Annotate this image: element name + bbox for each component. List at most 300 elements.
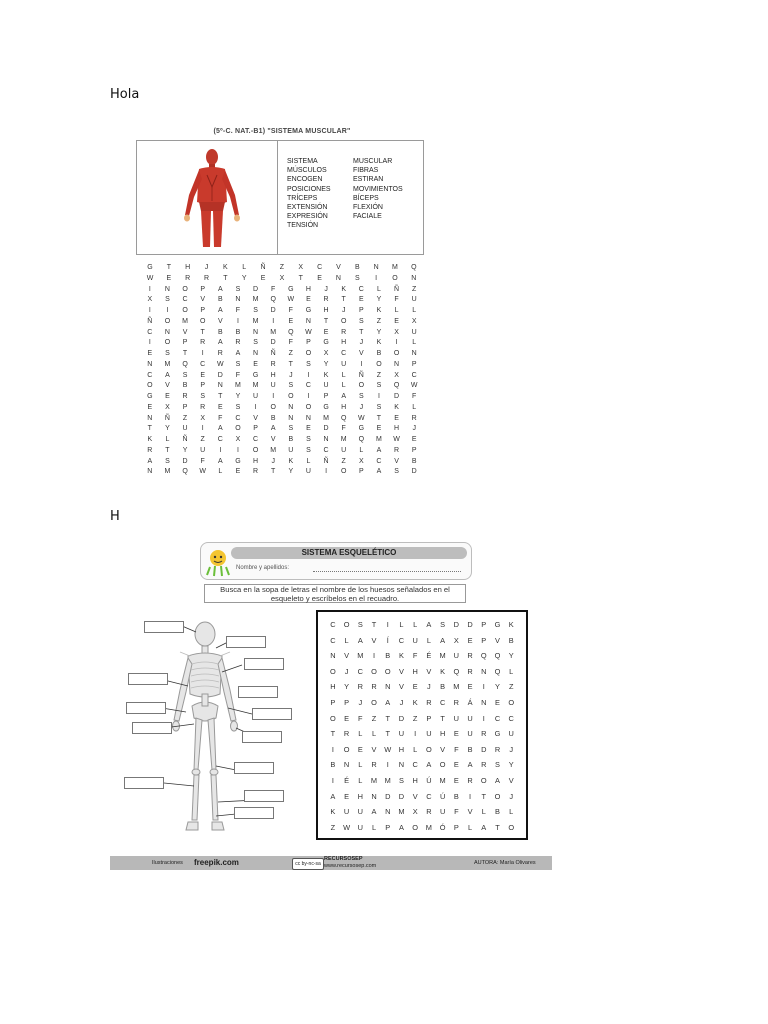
grid-letter: G xyxy=(323,339,329,347)
grid-letter: E xyxy=(453,729,459,739)
grid-letter: L xyxy=(413,744,418,754)
grid-letter: L xyxy=(358,729,363,739)
grid-letter: Z xyxy=(376,371,382,379)
answer-box-clavicle[interactable] xyxy=(226,636,266,648)
grid-letter: P xyxy=(323,393,329,400)
grid-letter: I xyxy=(272,393,275,400)
grid-letter: L xyxy=(394,307,399,314)
answer-box-spine[interactable] xyxy=(126,702,166,714)
grid-letter: P xyxy=(200,382,206,390)
grid-letter: O xyxy=(508,822,515,832)
muscular-word xyxy=(353,222,419,231)
grid-letter: R xyxy=(357,682,363,692)
grid-letter: S xyxy=(288,425,294,433)
creative-commons-badge: cc by-nc-sa xyxy=(292,858,324,870)
grid-letter: Y xyxy=(182,446,188,454)
grid-row xyxy=(326,712,518,726)
grid-letter: P xyxy=(411,446,417,454)
grid-letter: P xyxy=(344,698,350,707)
grid-letter: E xyxy=(200,371,206,379)
grid-letter: H xyxy=(357,791,363,801)
answer-box-sternum[interactable] xyxy=(128,673,168,685)
grid-letter: O xyxy=(384,666,391,676)
grid-letter: J xyxy=(344,666,349,676)
grid-letter: R xyxy=(204,274,210,282)
grid-letter: O xyxy=(343,744,350,754)
grid-letter: W xyxy=(358,414,365,422)
grid-letter: E xyxy=(412,682,418,692)
grid-letter: C xyxy=(330,620,336,629)
grid-letter: I xyxy=(148,285,151,293)
answer-box-fibula[interactable] xyxy=(234,807,274,819)
grid-row xyxy=(141,328,423,339)
grid-letter: M xyxy=(182,317,188,325)
footer-url: www.recursosep.com xyxy=(324,863,377,869)
muscular-letter-grid xyxy=(141,263,423,476)
grid-letter: W xyxy=(305,328,312,336)
grid-letter: I xyxy=(236,317,239,325)
grid-row xyxy=(141,306,423,317)
grid-letter: K xyxy=(330,807,336,817)
grid-letter: R xyxy=(467,666,473,676)
grid-letter: A xyxy=(440,635,446,645)
grid-letter: Z xyxy=(412,713,418,723)
grid-letter: B xyxy=(354,264,360,271)
grid-letter: Ñ xyxy=(164,414,170,422)
grid-letter: M xyxy=(425,822,432,832)
grid-letter: H xyxy=(330,682,336,692)
grid-letter: P xyxy=(385,822,391,832)
muscular-word: EXTENSIÓN xyxy=(287,203,328,211)
grid-letter: H xyxy=(394,425,400,433)
grid-letter: F xyxy=(394,296,399,304)
grid-letter: F xyxy=(454,744,459,754)
grid-letter: Q xyxy=(494,666,501,676)
grid-letter: C xyxy=(426,791,432,801)
answer-box-humerus[interactable] xyxy=(238,686,278,698)
grid-letter: J xyxy=(341,307,346,314)
muscular-title: (5º-C. NAT.-B1) "SISTEMA MUSCULAR" xyxy=(213,128,351,135)
grid-letter: U xyxy=(288,446,294,454)
grid-letter: A xyxy=(385,698,391,707)
grid-letter: C xyxy=(182,296,188,304)
grid-letter: Q xyxy=(288,328,294,336)
grid-letter: D xyxy=(270,307,276,314)
muscular-header-frame xyxy=(136,140,424,255)
grid-letter: P xyxy=(481,620,487,629)
grid-letter: A xyxy=(376,446,382,454)
grid-letter: Y xyxy=(508,760,514,770)
grid-letter: Q xyxy=(182,360,188,368)
grid-letter: U xyxy=(508,729,514,739)
grid-letter: É xyxy=(426,651,432,661)
answer-box-ulna[interactable] xyxy=(252,708,292,720)
muscular-word: EXPRESIÓN xyxy=(287,213,328,221)
grid-letter: L xyxy=(413,620,418,629)
grid-letter: E xyxy=(394,414,399,422)
grid-letter: W xyxy=(287,296,295,304)
grid-letter: K xyxy=(376,307,382,314)
grid-letter: S xyxy=(288,382,294,390)
name-line xyxy=(313,571,461,572)
grid-letter: O xyxy=(439,760,446,770)
grid-letter: R xyxy=(481,760,487,770)
grid-letter: N xyxy=(385,682,391,692)
grid-letter: S xyxy=(306,436,311,443)
grid-letter: X xyxy=(165,403,170,411)
grid-letter: B xyxy=(235,328,241,336)
grid-letter: U xyxy=(253,393,259,400)
grid-letter: C xyxy=(253,436,259,443)
grid-letter: G xyxy=(494,729,501,739)
grid-letter: A xyxy=(371,807,377,817)
grid-row xyxy=(326,790,518,804)
grid-letter: M xyxy=(252,317,259,325)
grid-letter: U xyxy=(426,729,432,739)
grid-letter: E xyxy=(453,776,459,785)
grid-letter: E xyxy=(453,760,459,770)
grid-letter: T xyxy=(323,317,329,325)
grid-letter: F xyxy=(454,807,459,817)
grid-letter: Ñ xyxy=(323,457,329,465)
grid-letter: Y xyxy=(241,274,247,282)
grid-letter: X xyxy=(412,807,418,817)
grid-letter: T xyxy=(271,468,276,476)
grid-letter: V xyxy=(336,264,341,271)
grid-letter: R xyxy=(200,339,206,347)
grid-letter: A xyxy=(481,822,487,832)
grid-letter: W xyxy=(199,468,206,476)
grid-letter: Q xyxy=(494,651,501,661)
grid-letter: N xyxy=(481,698,487,707)
grid-letter: I xyxy=(236,446,239,454)
grid-letter: R xyxy=(426,698,432,707)
grid-letter: G xyxy=(288,285,294,293)
grid-letter: R xyxy=(341,328,347,336)
grid-letter: D xyxy=(253,285,259,293)
grid-letter: P xyxy=(426,713,432,723)
grid-letter: N xyxy=(335,274,341,282)
grid-letter: S xyxy=(376,382,382,390)
grid-letter: T xyxy=(481,791,487,801)
grid-row xyxy=(141,467,423,478)
grid-letter: F xyxy=(218,414,223,422)
grid-letter: U xyxy=(182,425,188,433)
grid-letter: L xyxy=(399,620,404,629)
grid-letter: Z xyxy=(288,350,293,357)
grid-letter: S xyxy=(235,360,241,368)
muscular-word: MÚSCULOS xyxy=(287,167,327,175)
grid-letter: R xyxy=(343,729,350,739)
grid-letter: J xyxy=(509,744,514,754)
grid-row xyxy=(141,295,423,306)
grid-letter: E xyxy=(376,425,382,433)
grid-letter: Q xyxy=(480,651,487,661)
grid-letter: F xyxy=(235,371,241,379)
grid-letter: A xyxy=(165,371,170,379)
grid-letter: T xyxy=(298,274,303,282)
grid-letter: A xyxy=(341,393,347,400)
answer-box-femur[interactable] xyxy=(124,777,164,789)
grid-letter: K xyxy=(147,436,153,443)
grid-letter: N xyxy=(288,403,294,411)
grid-letter: O xyxy=(426,744,432,754)
grid-letter: C xyxy=(317,264,323,271)
grid-letter: O xyxy=(340,468,347,476)
grid-letter: E xyxy=(165,393,170,400)
muscular-word: TENSIÓN xyxy=(287,222,319,230)
grid-letter: O xyxy=(480,776,487,785)
grid-letter: B xyxy=(508,635,514,645)
answer-box-skull[interactable] xyxy=(144,621,184,633)
grid-letter: I xyxy=(219,446,222,454)
grid-letter: C xyxy=(508,713,514,723)
grid-letter: Ú xyxy=(426,776,432,785)
grid-letter: N xyxy=(323,436,329,443)
grid-letter: O xyxy=(371,666,377,676)
grid-letter: L xyxy=(306,457,311,465)
grid-letter: N xyxy=(305,414,311,422)
grid-row xyxy=(326,634,518,648)
grid-letter: N xyxy=(373,264,379,271)
grid-letter: H xyxy=(412,666,418,676)
grid-letter: W xyxy=(410,382,418,390)
grid-letter: O xyxy=(358,382,365,390)
grid-letter: F xyxy=(288,339,293,347)
grid-letter: C xyxy=(358,285,364,293)
grid-letter: K xyxy=(223,264,228,271)
grid-letter: L xyxy=(358,760,363,770)
grid-letter: K xyxy=(323,371,329,379)
grid-letter: M xyxy=(235,382,241,390)
answer-box-pelvis[interactable] xyxy=(132,722,172,734)
grid-letter: U xyxy=(341,360,347,368)
grid-letter: I xyxy=(482,713,485,723)
grid-letter: S xyxy=(306,446,311,454)
grid-letter: X xyxy=(453,635,459,645)
grid-letter: X xyxy=(358,457,364,465)
grid-letter: U xyxy=(411,328,417,336)
grid-letter: B xyxy=(385,651,391,661)
grid-letter: N xyxy=(343,760,350,770)
footer-illustrations: Ilustraciones xyxy=(152,860,183,866)
grid-letter: Á xyxy=(467,698,473,707)
grid-letter: Y xyxy=(376,296,382,304)
grid-letter: F xyxy=(358,713,363,723)
grid-letter: R xyxy=(494,744,501,754)
grid-letter: T xyxy=(330,729,336,739)
grid-letter: K xyxy=(376,339,382,347)
grid-row xyxy=(141,349,423,360)
grid-letter: Y xyxy=(288,468,294,476)
grid-row xyxy=(326,743,518,757)
grid-letter: Ó xyxy=(439,822,446,832)
grid-letter: E xyxy=(235,468,241,476)
grid-letter: T xyxy=(440,713,445,723)
grid-letter: G xyxy=(147,264,153,271)
grid-letter: I xyxy=(201,350,204,357)
grid-letter: A xyxy=(376,468,382,476)
grid-letter: J xyxy=(204,264,209,271)
grid-letter: K xyxy=(508,620,514,629)
grid-letter: E xyxy=(260,274,266,282)
grid-letter: D xyxy=(270,339,276,347)
grid-letter: H xyxy=(341,339,347,347)
grid-row xyxy=(141,381,423,392)
grid-letter: I xyxy=(331,776,334,785)
grid-letter: Z xyxy=(341,457,346,465)
grid-letter: Y xyxy=(495,682,500,692)
grid-letter: L xyxy=(165,436,170,443)
grid-letter: G xyxy=(323,403,329,411)
grid-letter: V xyxy=(371,744,377,754)
grid-letter: M xyxy=(252,382,259,390)
grid-letter: I xyxy=(166,307,169,314)
name-label: Nombre y apellidos: xyxy=(236,565,290,571)
grid-letter: M xyxy=(323,414,329,422)
grid-letter: N xyxy=(217,382,223,390)
grid-letter: L xyxy=(371,729,377,739)
grid-letter: W xyxy=(384,744,392,754)
grid-letter: Z xyxy=(371,713,377,723)
grid-letter: P xyxy=(253,425,258,433)
grid-letter: P xyxy=(358,307,364,314)
grid-letter: U xyxy=(323,382,329,390)
grid-row xyxy=(141,263,423,274)
grid-letter: E xyxy=(166,274,172,282)
grid-letter: V xyxy=(270,436,276,443)
grid-letter: O xyxy=(508,698,515,707)
grid-letter: W xyxy=(343,822,351,832)
grid-letter: W xyxy=(146,274,154,282)
skeletal-title: SISTEMA ESQUELÉTICO xyxy=(231,547,467,559)
grid-letter: A xyxy=(235,350,241,357)
grid-letter: I xyxy=(414,729,417,739)
grid-letter: S xyxy=(354,274,360,282)
grid-letter: L xyxy=(412,307,417,314)
grid-letter: C xyxy=(341,350,347,357)
grid-letter: C xyxy=(357,666,363,676)
grid-letter: I xyxy=(148,307,151,314)
heading-hola: Hola xyxy=(110,87,140,102)
grid-letter: C xyxy=(398,635,405,645)
grid-letter: V xyxy=(495,635,500,645)
grid-letter: I xyxy=(360,360,363,368)
muscular-word: ENCOGEN xyxy=(287,176,323,184)
grid-letter: S xyxy=(376,403,382,411)
grid-letter: X xyxy=(394,328,399,336)
grid-letter: T xyxy=(166,264,171,271)
grid-letter: W xyxy=(393,436,400,443)
grid-letter: K xyxy=(440,666,446,676)
grid-letter: B xyxy=(217,296,223,304)
grid-letter: Z xyxy=(200,436,205,443)
grid-letter: E xyxy=(306,296,311,304)
grid-letter: G xyxy=(358,425,365,433)
grid-letter: N xyxy=(330,651,336,661)
grid-letter: Q xyxy=(358,436,365,443)
grid-letter: T xyxy=(288,360,293,368)
answer-box-tibia[interactable] xyxy=(244,790,284,802)
grid-letter: O xyxy=(329,666,336,676)
grid-letter: N xyxy=(305,317,311,325)
grid-row xyxy=(326,696,518,710)
grid-letter: Y xyxy=(235,393,241,400)
mascot-icon xyxy=(205,547,231,577)
frame-divider xyxy=(277,141,278,254)
muscular-word: BÍCEPS xyxy=(353,194,379,202)
grid-letter: M xyxy=(370,776,378,785)
muscular-word: FIBRAS xyxy=(353,167,379,175)
grid-letter: C xyxy=(376,457,382,465)
grid-letter: V xyxy=(467,807,473,817)
grid-letter: U xyxy=(398,729,405,739)
grid-letter: P xyxy=(411,360,417,368)
grid-letter: O xyxy=(252,446,259,454)
grid-row xyxy=(141,317,423,328)
grid-row xyxy=(141,414,423,425)
grid-letter: J xyxy=(359,339,364,347)
grid-row xyxy=(326,758,518,772)
grid-letter: I xyxy=(307,371,310,379)
grid-letter: H xyxy=(323,307,329,314)
grid-letter: M xyxy=(384,776,391,785)
grid-row xyxy=(141,403,423,414)
grid-letter: O xyxy=(305,350,312,357)
grid-letter: O xyxy=(494,791,501,801)
answer-box-radius[interactable] xyxy=(242,731,282,743)
grid-letter: U xyxy=(357,807,363,817)
grid-letter: H xyxy=(439,729,446,739)
answer-box-patella[interactable] xyxy=(234,762,274,774)
grid-letter: R xyxy=(371,682,377,692)
grid-letter: T xyxy=(341,296,346,304)
grid-letter: V xyxy=(440,744,446,754)
grid-letter: V xyxy=(182,328,188,336)
grid-letter: P xyxy=(453,822,459,832)
grid-letter: T xyxy=(495,822,500,832)
grid-letter: T xyxy=(385,729,390,739)
footer-freepik: freepik.com xyxy=(194,858,239,867)
grid-letter: R xyxy=(467,776,473,785)
grid-letter: S xyxy=(200,393,206,400)
footer-author: AUTORA: María Olivares xyxy=(474,860,536,866)
grid-letter: T xyxy=(147,425,152,433)
grid-letter: R xyxy=(371,760,377,770)
grid-letter: E xyxy=(357,744,363,754)
grid-letter: X xyxy=(394,371,399,379)
grid-letter: O xyxy=(147,382,153,390)
grid-letter: X xyxy=(298,264,304,271)
grid-letter: R xyxy=(426,807,432,817)
grid-letter: T xyxy=(359,328,364,336)
grid-letter: C xyxy=(147,328,153,336)
answer-box-ribs[interactable] xyxy=(244,658,284,670)
grid-row xyxy=(141,446,423,457)
grid-letter: U xyxy=(357,822,363,832)
grid-letter: L xyxy=(426,635,431,645)
grid-letter: N xyxy=(481,666,487,676)
grid-letter: K xyxy=(394,403,399,411)
grid-letter: E xyxy=(323,328,329,336)
grid-row xyxy=(326,649,518,663)
grid-letter: A xyxy=(270,425,276,433)
grid-letter: V xyxy=(398,682,404,692)
grid-letter: X xyxy=(147,296,153,304)
grid-letter: N xyxy=(147,468,153,476)
grid-letter: C xyxy=(330,635,336,645)
grid-letter: S xyxy=(357,620,363,629)
